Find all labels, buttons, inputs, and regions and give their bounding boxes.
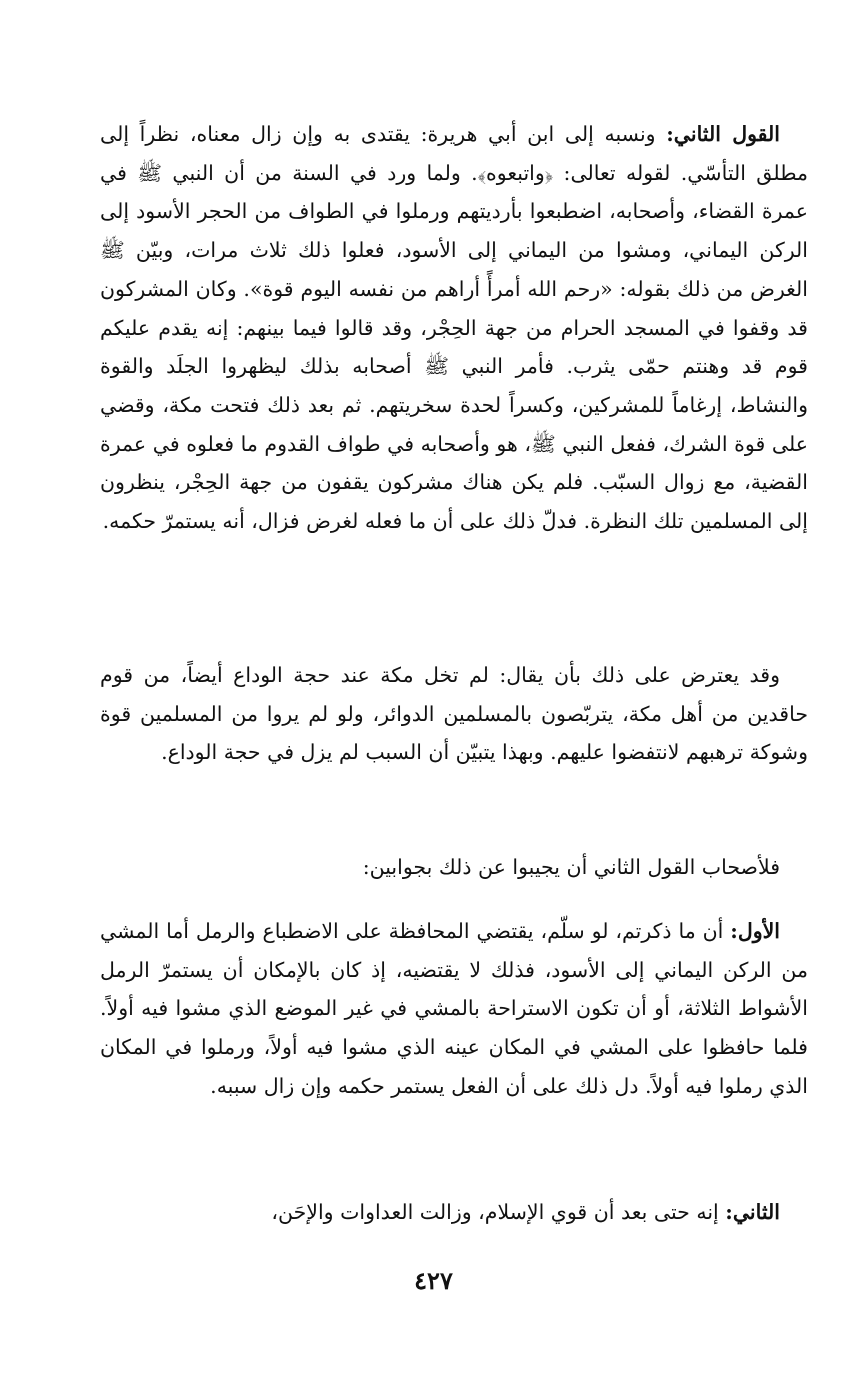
paragraph-lead: الثاني: bbox=[725, 1200, 780, 1224]
paragraph-two-answers-intro bbox=[100, 848, 808, 887]
paragraph-text: ونسبه إلى ابن أبي هريرة: يقتدى به وإن زال معناه، نظراً إلى مطلق التأسّي. لقوله تعالى: ﴿واتبعوه﴾. ولما ورد في السنة من أن النبي ﷺ في عمرة القضاء، وأصحابه، اضطبعوا بأرديتهم ورملوا في الطواف من الحجر الأسود إلى الركن اليماني، ومشوا من اليماني إلى الأسود، فعلوا ذلك ثلاث مرات، وبيّن ﷺ الغرض من ذلك بقوله: «رحم الله أمرأً أراهم من نفسه اليوم قوة». وكان المشركون قد وقفوا في المسجد الحرام من جهة الحِجْر، وقد قالوا فيما بينهم: إنه يقدم عليكم قوم قد وهنتم حمّى يثرب. فأمر النبي ﷺ أصحابه بذلك ليظهروا الجلَد والقوة والنشاط، إرغاماً للمشركين، وكسراً لحدة سخريتهم. ثم بعد ذلك فتحت مكة، وقضي على قوة الشرك، ففعل النبي ﷺ، هو وأصحابه في طواف القدوم ما فعلوه في عمرة القضية، مع زوال السبّب. فلم يكن هناك مشركون يقفون من جهة الحِجْر، ينظرون إلى المسلمين تلك النظرة. فدلّ ذلك على أن ما فعله لغرض فزال، أنه يستمرّ حكمه. bbox=[100, 122, 808, 534]
paragraph-text: أن ما ذكرتم، لو سلّم، يقتضي المحافظة على الاضطباع والرمل أما المشي من الركن اليماني إلى الأسود، فذلك لا يقتضيه، إذ كان بالإمكان أن يستمرّ الرمل الأشواط الثلاثة، أو أن تكون الاستراحة بالمشي في غير الموضع الذي مشوا فيه أولاً. فلما حافظوا على المشي في المكان عينه الذي مشوا فيه أولاً، ورملوا في المكان الذي رملوا فيه أولاً. دل ذلك على أن الفعل يستمر حكمه وإن زال سببه. bbox=[100, 919, 808, 1098]
page-number: ٤٢٧ bbox=[414, 1266, 453, 1295]
paragraph-objection bbox=[100, 656, 808, 772]
paragraph-lead: الأول: bbox=[730, 919, 780, 943]
paragraph-text: إنه حتى بعد أن قوي الإسلام، وزالت العداوات والإحَن، bbox=[271, 1200, 726, 1224]
paragraph-lead: القول الثاني: bbox=[666, 122, 780, 146]
paragraph-first-answer bbox=[100, 912, 808, 1106]
paragraph-second-answer bbox=[100, 1193, 808, 1232]
paragraph-text: فلأصحاب القول الثاني أن يجيبوا عن ذلك بجوابين: bbox=[362, 855, 780, 879]
paragraph-text: وقد يعترض على ذلك بأن يقال: لم تخل مكة عند حجة الوداع أيضاً، من قوم حاقدين من أهل مكة، يتربّصون بالمسلمين الدوائر، ولو لم يروا من المسلمين قوة وشوكة ترهبهم لانتفضوا عليهم. وبهذا يتبيّن أن السبب لم يزل في حجة الوداع. bbox=[100, 663, 808, 765]
paragraph-second-opinion bbox=[100, 115, 808, 541]
